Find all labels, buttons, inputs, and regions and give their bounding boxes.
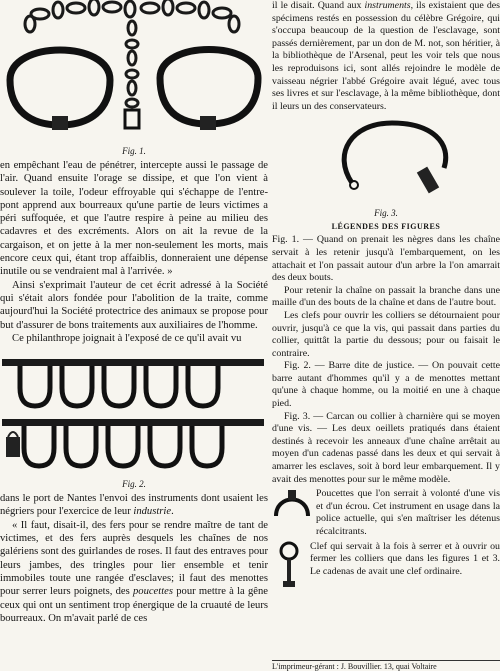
legend-entry: Fig. 3. — Carcan ou collier à charnière qui se moyen d'une vis. — Les deux oeillets pratiqués dans étaient destinés à recevoir les anneaux d'une chaîne arrêtait au moyen d'un cadenas passé dans les deux et qui servait à amarrer les esclaves, soit à bord leur embarquement. Il y avait des menottes pour sur le même modèle. bbox=[272, 410, 500, 485]
fig2-caption: Fig. 2. bbox=[122, 479, 146, 490]
shackle-chain-illustration bbox=[0, 0, 268, 150]
legend-entry: Pour retenir la chaîne on passait la branche dans une maille d'un des bouts de la chaîne et dans de l'autre bout. bbox=[272, 284, 500, 309]
key-icon bbox=[272, 541, 306, 591]
body-paragraph: Ainsi s'exprimait l'auteur de cet écrit adressé à la Société qui s'était alors fondée pour l'abolition de la traite, comme aujourd'hui la Société protectrice des animaux se propose pour but d'assurer de bons traitements aux auxiliaires de l'homme. bbox=[0, 279, 268, 331]
figure-2 bbox=[0, 349, 268, 479]
text-span: pour mettre à la gêne ceux qui ont un sentiment trop énergique de la cruauté de leurs bourreaux. On m'avait parlé de ces bbox=[0, 586, 268, 624]
legend-key-row bbox=[272, 541, 500, 591]
body-paragraph bbox=[0, 519, 268, 625]
text-span: il le disait. Quand aux bbox=[272, 0, 365, 11]
right-column bbox=[272, 0, 500, 671]
printer-footer: L'imprimeur-gérant : J. Bouvillier. 13, quai Voltaire bbox=[272, 660, 500, 671]
text-span: dans le port de Nantes l'envoi des instruments dont usaient les négriers pour l'exercice de leur bbox=[0, 493, 268, 518]
body-paragraph: en empêchant l'eau de pénétrer, intercepte aussi le passage de l'air. Quand ensuite l'orage se dissipe, et que l'on vient à soulever la toile, l'odeur effroyable qui s'échappe de l'entre-pont apprend aux bourreaux qu'une partie de leurs victimes a péri suffoquée, et que l'autre respire à peine au milieu des cadavres et des excréments. Alors on ait la revue de la cargaison, et on jette à la mer non-seulement les morts, mais encore ceux qui, étant trop affaiblis, donneraient une dépense inutile ou se vendraient mal à l'arrivée. » bbox=[0, 160, 268, 278]
thumbscrew-icon bbox=[272, 488, 312, 522]
legend-entry: Les clefs pour ouvrir les colliers se détournaient pour ouvrir, jusqu'à ce que la vis, qui passait dans parties du collier, quittât la partie du dessous; pour ou faisait le contraire. bbox=[272, 309, 500, 359]
fig1-caption: Fig. 1. bbox=[122, 146, 146, 156]
body-paragraph: Ce philanthrope joignait à l'exposé de ce qu'il avait vu bbox=[12, 332, 242, 344]
figure-3 bbox=[272, 113, 500, 208]
italic-text: instruments bbox=[364, 0, 411, 11]
hinged-collar-illustration bbox=[272, 113, 500, 208]
legend-entry: Fig. 1. — Quand on prenait les nègres dans les chaîne servait à les retenir jusqu'à l'embarquement, on les attachait et l'on passait autour d'un arbre la l'on amarrait des deux bouts. bbox=[272, 234, 500, 284]
text-span: , ils existaient que des spécimens restés en possession du célèbre Grégoire, qui s'occupa beaucoup de la question de l'esclavage, sont passés dernièrement, par un don de M. not, son héritier, à la bibliothèque de l'Arsenal, peut les voir tels que nous les reproduisons ici, sont allés rejoindre le modèle de vaisseau négrier l'abbé Grégoire avait légué, avec tous ses livres et sur l'esclavage, à la même bibliothèque, dont il leurs un des conservateurs. bbox=[272, 0, 500, 112]
fig3-caption: Fig. 3. bbox=[374, 208, 398, 219]
italic-text: industrie bbox=[133, 506, 172, 518]
legend-entry: Poucettes que l'on serrait à volonté d'une vis et d'un écrou. Cet instrument en usage dans la police actuelle, qui s'en maîtriser les détenus récalcitrants. bbox=[316, 488, 500, 537]
legend-entry: Fig. 2. — Barre dite de justice. — On pouvait cette barre autant d'hommes qu'il y a de menottes mettant qu'une à chaque homme, ou la moitié en une à chaque pied. bbox=[272, 360, 500, 410]
figure-1 bbox=[0, 0, 268, 150]
body-paragraph bbox=[272, 0, 500, 113]
body-paragraph bbox=[0, 492, 268, 519]
text-span: « Il faut, disait-il, des fers pour se rendre maître de tant de victimes, et des fers auprès desquels les chaînes de nos galériens sont des guirlandes de roses. Il faut des entraves pour leurs jambes, des tringles pour lier ensemble et tenir immobiles toute une rangée d'esclaves; il faut des menottes pour serrer leurs poignets, des bbox=[0, 519, 268, 598]
legend-entry: Clef qui servait à la fois à serrer et à ouvrir ou fermer les colliers que dans les figures 1 et 3. Le cadenas de avait une clef ordinaire. bbox=[310, 540, 500, 577]
italic-text: poucettes bbox=[132, 586, 173, 598]
legend-thumbscrew-row bbox=[272, 488, 500, 538]
legend-heading: LÉGENDES DES FIGURES bbox=[331, 222, 441, 232]
bar-of-justice-illustration bbox=[0, 349, 268, 479]
text-span: . bbox=[171, 506, 174, 518]
